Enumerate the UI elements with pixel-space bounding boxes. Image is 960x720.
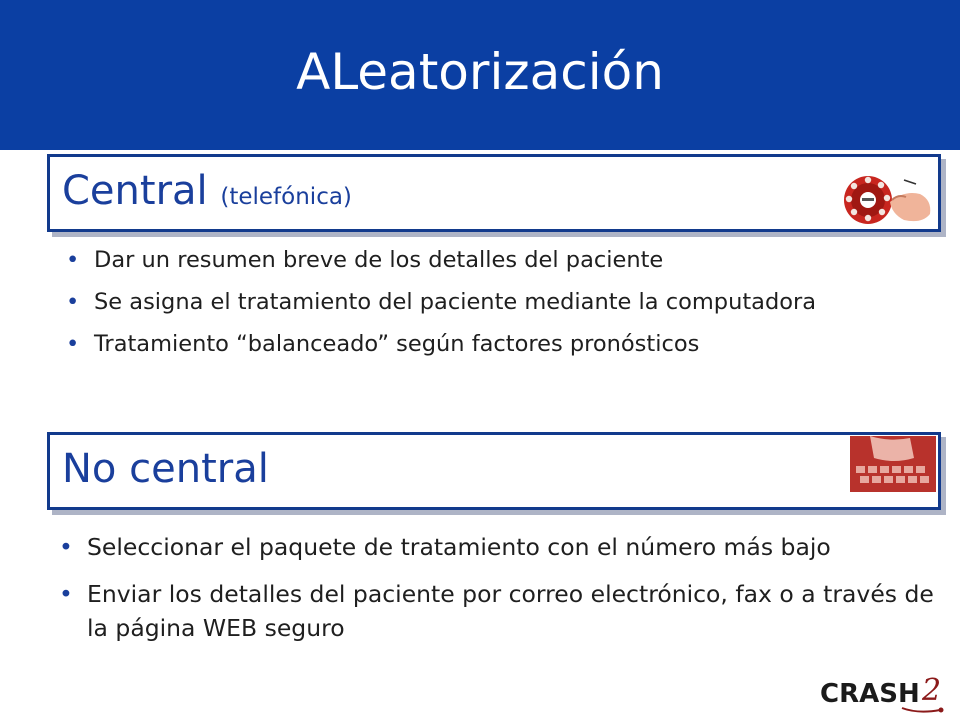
keyboard-typing-icon: [850, 436, 936, 492]
bullet-text: Enviar los detalles del paciente por correo electrónico, fax o a través de la página WEB seguro: [87, 580, 934, 642]
no-central-section-box: [47, 432, 941, 510]
bullet-icon: •: [66, 247, 80, 273]
bullet-icon: •: [66, 289, 80, 315]
slide-title: ALeatorización: [296, 43, 664, 101]
central-subheading: (telefónica): [220, 184, 352, 210]
bullet-text: Se asigna el tratamiento del paciente mediante la computadora: [94, 289, 817, 315]
bullet-icon: •: [59, 580, 73, 608]
no-central-heading: No central: [62, 446, 269, 492]
list-item: [57, 577, 947, 645]
rotary-phone-dial-icon: [838, 170, 934, 226]
logo-suffix: 2: [922, 673, 942, 708]
bullet-icon: •: [59, 533, 73, 561]
central-bullet-list: [64, 244, 944, 370]
title-bar: [0, 0, 960, 150]
central-section-box: [47, 154, 941, 232]
bullet-text: Tratamiento “balanceado” según factores pronósticos: [94, 331, 700, 357]
bullet-text: Dar un resumen breve de los detalles del paciente: [94, 247, 664, 273]
no-central-bullet-list: [57, 530, 947, 658]
list-item: [64, 328, 944, 360]
list-item: [64, 286, 944, 318]
bullet-icon: •: [66, 331, 80, 357]
central-heading: [62, 165, 352, 223]
crash2-logo: [818, 668, 948, 716]
central-heading-label: Central: [62, 168, 208, 214]
list-item: [64, 244, 944, 276]
list-item: [57, 530, 947, 564]
logo-text: CRASH: [820, 679, 920, 709]
bullet-text: Seleccionar el paquete de tratamiento con el número más bajo: [87, 533, 831, 561]
